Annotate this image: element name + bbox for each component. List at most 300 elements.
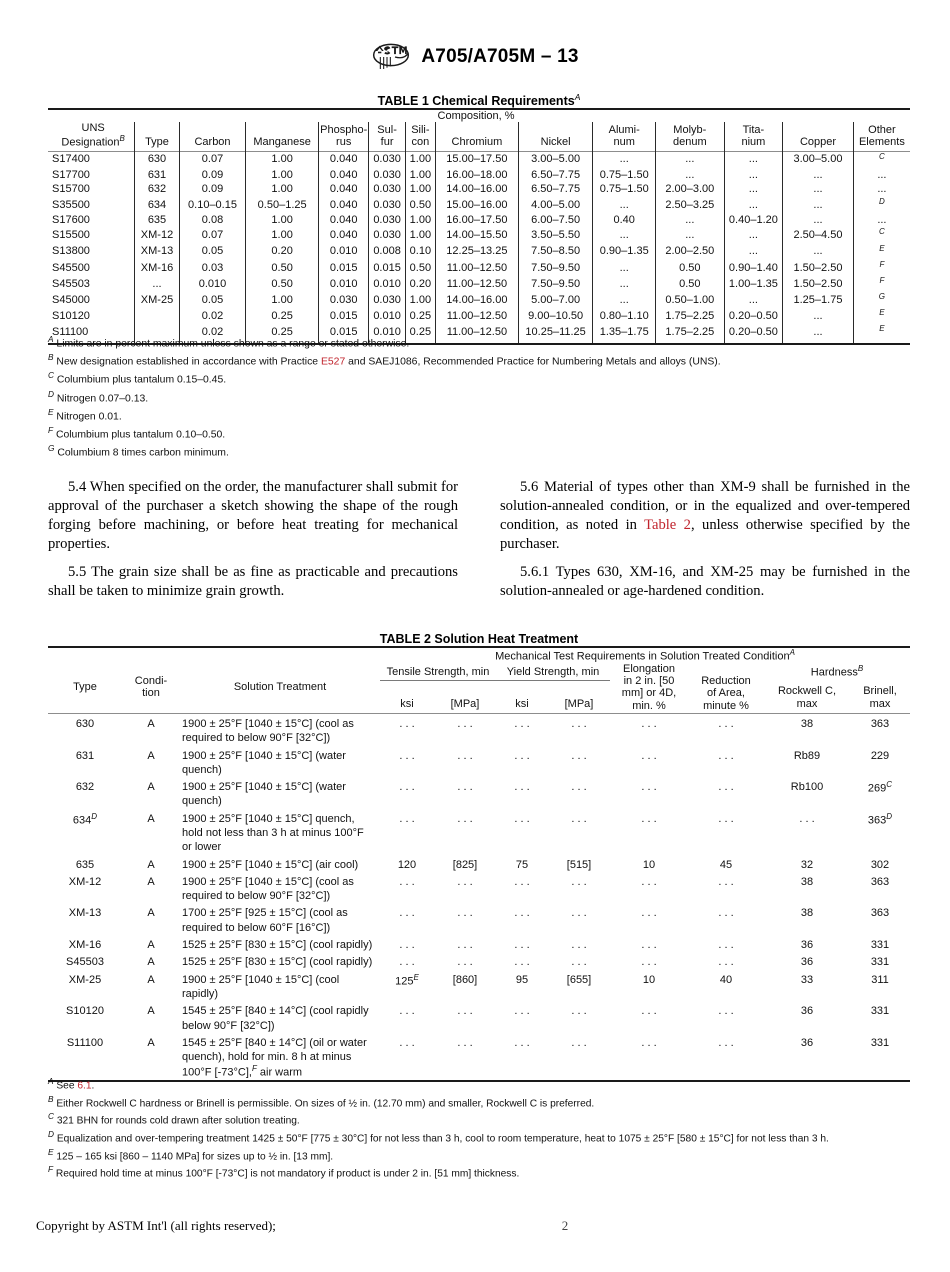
table1-cell-p: 0.040	[318, 197, 368, 213]
table-row	[48, 935, 910, 952]
footnote-mark: F	[48, 1164, 54, 1175]
table1-cell-type: 631	[135, 168, 179, 183]
table1-cell-uns: S45500	[52, 261, 90, 274]
table1-cell-type: XM-13	[135, 244, 179, 260]
table1-cell-ti: 0.20–0.50	[724, 324, 783, 343]
table2-cell-rockwell-c: 33	[800, 973, 814, 986]
table2-cell-yield-ksi: . . .	[514, 939, 530, 952]
table2-cell-reduction-area: . . .	[718, 956, 734, 969]
table2-cell-elongation: . . .	[641, 1005, 657, 1018]
table1-cell-mo: ...	[656, 168, 725, 183]
table2-cell-tensile-ksi: . . .	[399, 781, 415, 794]
table2-cell-solution-treatment: 1525 ± 25°F [830 ± 15°C] (cool rapidly)	[182, 939, 373, 952]
table2-cell-solution-treatment: 1900 ± 25°F [1040 ± 15°C] quench, hold not less than 3 h at minus 100°F or lower	[182, 812, 364, 854]
table2-cell-brinell: 331	[870, 956, 890, 969]
footnote-link[interactable]: E527	[320, 356, 346, 368]
table1-cell-cu: 1.25–1.75	[783, 292, 854, 308]
table1-cell-cr: 16.00–18.00	[436, 168, 519, 183]
table-row	[48, 292, 910, 308]
table2-crossref-link[interactable]: Table 2	[644, 516, 691, 533]
table2-cell-elongation: . . .	[641, 875, 657, 888]
table1-cell-cu: 3.00–5.00	[783, 151, 854, 168]
table-row	[48, 276, 910, 292]
table1-cell-cr: 15.00–16.00	[436, 197, 519, 213]
table1-cell-mn: 1.00	[246, 213, 319, 228]
table1-cell-mn: 1.00	[246, 292, 319, 308]
table2-cell-yield-ksi: . . .	[514, 1005, 530, 1018]
table-row	[48, 1001, 910, 1033]
table1-caption-footnote-mark: A	[574, 92, 581, 102]
footnote-mark: B	[48, 352, 54, 363]
table1-cell-cu: ...	[783, 168, 854, 183]
table2-cell-rockwell-c: 36	[800, 956, 814, 969]
table2-col-rockwell-c: Rockwell C, max	[777, 685, 837, 710]
table2-cell-elongation: 10	[642, 858, 656, 871]
table1-col-phosphorus: Phospho- rus	[318, 122, 368, 151]
table1-span-header-row	[48, 109, 910, 122]
table2-cell-rockwell-c: . . .	[799, 812, 815, 825]
table2-cell-tensile-ksi: . . .	[399, 749, 415, 762]
table2-caption-text: TABLE 2 Solution Heat Treatment	[379, 632, 579, 646]
table1-col-manganese: Manganese	[246, 122, 319, 151]
table1-composition-span-label: Composition, %	[437, 110, 515, 123]
table1-cell-c: 0.05	[179, 292, 246, 308]
table2-cell-rockwell-c: Rb100	[790, 781, 824, 794]
table1-cell-mo: 2.00–2.50	[656, 244, 725, 260]
table2-cell-type: S10120	[66, 1005, 104, 1018]
table2-col-solution-treatment: Solution Treatment	[233, 681, 327, 694]
footnote-mark: F	[48, 425, 54, 436]
table1-cell-si: 0.25	[405, 308, 435, 324]
table1-cell-s: 0.008	[369, 244, 405, 260]
table2-cell-tensile-mpa: . . .	[457, 781, 473, 794]
table1-cell-s: 0.010	[369, 276, 405, 292]
table1-cell-type: 634	[135, 197, 179, 213]
table2-cell-elongation: . . .	[641, 717, 657, 730]
table2-cell-reduction-area: . . .	[718, 1005, 734, 1018]
table1-cell-uns: S17600	[52, 213, 90, 226]
table2-cell-reduction-area: . . .	[718, 907, 734, 920]
table2-col-yield-ksi: ksi	[515, 697, 529, 710]
table1-col-chromium: Chromium	[436, 122, 519, 151]
table2-cell-yield-ksi: . . .	[514, 781, 530, 794]
table2-cell-type: 635	[75, 858, 95, 871]
table2-cell-condition: A	[147, 939, 155, 952]
table1-cell-p: 0.040	[318, 213, 368, 228]
table1-cell-si: 0.50	[405, 260, 435, 276]
table1-cell-cr: 11.00–12.50	[436, 276, 519, 292]
footnote-mark: E	[48, 1146, 54, 1157]
table2-cell-yield-mpa: . . .	[571, 907, 587, 920]
table1-cell-cu: ...	[783, 308, 854, 324]
table1-cell-ni: 4.00–5.00	[518, 197, 593, 213]
table1-footnote-item: $^F$ Columbium plus tantalum 0.10–0.50.	[48, 425, 226, 441]
table2-col-type: Type	[73, 681, 97, 694]
table2-mech-span-text: Mechanical Test Requirements in Solution Treated Condition	[495, 650, 790, 663]
table1-cell-c: 0.02	[179, 308, 246, 324]
table1-cell-si: 1.00	[405, 227, 435, 243]
table2-cell-tensile-mpa: . . .	[457, 907, 473, 920]
table1-cell-s: 0.030	[369, 213, 405, 228]
table1-cell-other: G	[853, 292, 910, 308]
table2-cell-reduction-area: . . .	[718, 749, 734, 762]
table1-col-sulfur: Sul- fur	[369, 122, 405, 151]
table2-cell-solution-treatment: 1545 ± 25°F [840 ± 14°C] (cool rapidly below 90°F [32°C])	[182, 1005, 369, 1032]
page-number: 2	[561, 1218, 569, 1233]
table2-solution-heat-treatment	[48, 646, 910, 1082]
table1-cell-ti: 0.90–1.40	[724, 260, 783, 276]
table1-cell-cu: ...	[783, 324, 854, 343]
table1-cell-uns: S10120	[52, 310, 90, 323]
table2-group-hardness	[764, 663, 910, 681]
table1-cell-al: ...	[593, 260, 656, 276]
table1-footnote-item: $^E$ Nitrogen 0.01.	[48, 406, 122, 423]
table1-cell-si: 1.00	[405, 168, 435, 183]
table1-cell-other: ...	[853, 213, 910, 228]
table1-cell-al: 0.40	[593, 213, 656, 228]
table1-cell-al: ...	[593, 276, 656, 292]
table2-mech-span-footnote-mark: A	[789, 648, 795, 657]
table1-cell-ti: ...	[724, 244, 783, 260]
table-row	[48, 260, 910, 276]
table2-footnote-item: $^A$ See 6.1.	[48, 1076, 95, 1092]
table1-cell-al: 0.80–1.10	[593, 308, 656, 324]
table1-container	[48, 92, 910, 345]
table1-cell-c: 0.05	[179, 244, 246, 260]
table1-cell-p: 0.040	[318, 168, 368, 183]
table2-cell-tensile-ksi: . . .	[399, 812, 415, 825]
table1-cell-c: 0.10–0.15	[179, 197, 246, 213]
table2-cell-reduction-area: . . .	[718, 1036, 734, 1049]
table2-cell-condition: A	[147, 875, 155, 888]
table1-cell-type: XM-12	[135, 227, 179, 243]
table2-cell-yield-mpa: . . .	[571, 717, 587, 730]
table2-cell-rockwell-c: 38	[800, 717, 814, 730]
table2-cell-type: $634^D$	[72, 811, 98, 827]
table1-footnotes	[48, 334, 928, 462]
table2-group-yield: Yield Strength, min	[496, 663, 610, 681]
table1-cell-c: 0.02	[179, 324, 246, 343]
table1-cell-cr: 14.00–16.00	[436, 182, 519, 197]
table1-cell-mo: ...	[656, 151, 725, 168]
table1-cell-cu: ...	[783, 244, 854, 260]
table2-cell-tensile-ksi: . . .	[399, 717, 415, 730]
table2-cell-tensile-ksi: $125^E$	[395, 972, 419, 988]
table2-cell-yield-mpa: . . .	[571, 939, 587, 952]
paragraph-5-6	[500, 478, 910, 554]
table-row	[48, 713, 910, 745]
table1-cell-si: 0.50	[405, 197, 435, 213]
paragraph-5-6-after: , unless otherwise specified by the purchaser.	[500, 516, 910, 552]
table1-cell-ti: ...	[724, 182, 783, 197]
table1-cell-s: 0.030	[369, 151, 405, 168]
table2-cell-rockwell-c: 38	[800, 907, 814, 920]
footnote-link[interactable]: 6.1	[77, 1080, 92, 1092]
table2-cell-yield-ksi: . . .	[514, 875, 530, 888]
table2-cell-rockwell-c: Rb89	[793, 749, 821, 762]
table2-group-hardness-text: Hardness	[810, 666, 858, 679]
table1-cell-s: 0.015	[369, 260, 405, 276]
table1-cell-uns: S45000	[52, 293, 90, 306]
table1-cell-mn: 0.25	[246, 324, 319, 343]
table1-cell-p: 0.015	[318, 260, 368, 276]
table1-cell-ni: 5.00–7.00	[518, 292, 593, 308]
body-text	[48, 478, 910, 610]
footnote-mark: E	[48, 406, 54, 417]
table1-cell-uns: S15500	[52, 229, 90, 242]
table1-cell-ni: 6.00–7.50	[518, 213, 593, 228]
table1-cell-mo: ...	[656, 227, 725, 243]
table1-cell-ni: 10.25–11.25	[518, 324, 593, 343]
document-header	[0, 42, 950, 72]
table1-cell-ni: 6.50–7.75	[518, 182, 593, 197]
table1-cell-cr: 12.25–13.25	[436, 244, 519, 260]
table1-cell-type: XM-16	[135, 260, 179, 276]
table-row	[48, 777, 910, 809]
table1-cell-cr: 14.00–15.50	[436, 227, 519, 243]
table2-cell-solution-treatment: 1700 ± 25°F [925 ± 15°C] (cool as required to below 60°F [16°C])	[182, 907, 348, 934]
table2-col-tensile-mpa: [MPa]	[450, 697, 480, 710]
table2-cell-condition: A	[147, 749, 155, 762]
table1-cell-p: 0.015	[318, 308, 368, 324]
table1-cell-s: 0.030	[369, 292, 405, 308]
table2-cell-tensile-mpa: [860]	[452, 973, 478, 986]
table1-cell-s: 0.030	[369, 168, 405, 183]
table2-cell-brinell: 331	[870, 1005, 890, 1018]
table1-cell-ti: 1.00–1.35	[724, 276, 783, 292]
table2-cell-tensile-ksi: . . .	[399, 1005, 415, 1018]
table2-cell-yield-mpa: . . .	[571, 812, 587, 825]
body-left-column	[48, 478, 458, 610]
table1-cell-al: ...	[593, 151, 656, 168]
table2-cell-type: XM-25	[68, 973, 102, 986]
table2-cell-condition: A	[147, 858, 155, 871]
table1-cell-al: ...	[593, 197, 656, 213]
table2-cell-solution-treatment: 1545 ± 25°F [840 ± 14°C] (oil or water quench), hold for min. 8 h at minus 100°F [-73°C],$^F$ air warm	[182, 1036, 367, 1080]
table1-cell-cu: 2.50–4.50	[783, 227, 854, 243]
table2-cell-yield-ksi: . . .	[514, 1036, 530, 1049]
table1-cell-al: 0.90–1.35	[593, 244, 656, 260]
table1-caption-text: TABLE 1 Chemical Requirements	[377, 94, 575, 109]
table2-footnote-item: $^D$ Equalization and over-tempering treatment 1425 ± 50°F [775 ± 30°C] for not less than 3 h, cool to room temperature, heat to 1075 ± 25°F [580 ± 15°C] for not less than 3 h.	[48, 1129, 829, 1145]
table1-cell-ti: 0.40–1.20	[724, 213, 783, 228]
table1-cell-ti: ...	[724, 292, 783, 308]
table2-cell-reduction-area: . . .	[718, 781, 734, 794]
table1-cell-mn: 1.00	[246, 227, 319, 243]
table1-cell-other: C	[853, 151, 910, 168]
table1-cell-c: 0.09	[179, 182, 246, 197]
table2-cell-type: S45503	[66, 956, 104, 969]
table2-cell-condition: A	[147, 781, 155, 794]
table-row	[48, 151, 910, 168]
table1-cell-mo: 0.50	[656, 260, 725, 276]
table2-cell-yield-ksi: . . .	[514, 717, 530, 730]
table1-col-type: Type	[135, 122, 179, 151]
table2-cell-yield-mpa: . . .	[571, 781, 587, 794]
table2-cell-condition: A	[147, 973, 155, 986]
table-row	[48, 168, 910, 183]
table1-cell-p: 0.040	[318, 227, 368, 243]
table1-cell-other: E	[853, 324, 910, 343]
table1-cell-mn: 1.00	[246, 182, 319, 197]
table2-mech-span-label	[380, 647, 910, 663]
table1-cell-s: 0.010	[369, 324, 405, 343]
table2-footnote-item: $^B$ Either Rockwell C hardness or Brinell is permissible. On sizes of ½ in. (12.70 mm) and smaller, Rockwell C is preferred.	[48, 1093, 595, 1110]
table2-cell-condition: A	[147, 956, 155, 969]
footnote-mark: D	[48, 1129, 54, 1140]
table2-cell-brinell: 363	[870, 875, 890, 888]
copyright-text: Copyright by ASTM Int'l (all rights reserved);	[36, 1218, 276, 1233]
table1-footnote-item: $^D$ Nitrogen 0.07–0.13.	[48, 388, 149, 405]
table1-cell-si: 0.10	[405, 244, 435, 260]
table1-cell-al: ...	[593, 292, 656, 308]
table1-cell-c: 0.07	[179, 151, 246, 168]
table2-cell-yield-mpa: . . .	[571, 875, 587, 888]
table1-cell-ni: 7.50–9.50	[518, 276, 593, 292]
table1-col-carbon: Carbon	[179, 122, 246, 151]
table1-caption	[48, 92, 910, 108]
table2-cell-elongation: . . .	[641, 812, 657, 825]
footnote-mark: B	[48, 1093, 54, 1104]
table2-cell-brinell: 311	[871, 973, 889, 986]
table2-cell-yield-ksi: . . .	[514, 749, 530, 762]
table2-col-reduction-area: Reduction of Area, minute %	[701, 674, 751, 712]
body-right-column	[500, 478, 910, 610]
table2-footnotes	[48, 1076, 928, 1182]
table1-chemical-requirements	[48, 108, 910, 344]
table1-cell-mo: 1.75–2.25	[656, 308, 725, 324]
table1-col-uns: UNS Designation$^B$	[61, 122, 125, 149]
table2-group-header-row	[48, 663, 910, 681]
table2-cell-elongation: . . .	[641, 907, 657, 920]
paragraph-5-5: 5.5 The grain size shall be as fine as practicable and precautions shall be taken to minimize grain growth.	[48, 563, 458, 599]
table2-cell-condition: A	[147, 907, 155, 920]
table1-cell-p: 0.040	[318, 182, 368, 197]
table2-cell-brinell: 331	[870, 1036, 890, 1049]
table2-col-brinell: Brinell, max	[863, 685, 897, 710]
table1-cell-ti: 0.20–0.50	[724, 308, 783, 324]
table1-cell-other: F	[853, 276, 910, 292]
table-row	[48, 213, 910, 228]
page-footer	[36, 1218, 914, 1234]
table1-cell-mo: 2.50–3.25	[656, 197, 725, 213]
table1-cell-ti: ...	[724, 168, 783, 183]
table1-cell-other: E	[853, 244, 910, 260]
table1-body	[48, 151, 910, 344]
table-row	[48, 809, 910, 855]
table2-cell-rockwell-c: 36	[800, 1036, 814, 1049]
table2-cell-solution-treatment: 1900 ± 25°F [1040 ± 15°C] (cool as required to below 90°F [32°C])	[182, 717, 354, 745]
footnote-mark: C	[48, 1111, 54, 1122]
table2-cell-yield-mpa: . . .	[571, 1005, 587, 1018]
table1-cell-c: 0.08	[179, 213, 246, 228]
table2-body	[48, 713, 910, 1081]
table1-footnote-item: $^B$ New designation established in accordance with Practice E527 and SAEJ1086, Recommended Practice for Numbering Metals and alloys (UNS).	[48, 352, 721, 368]
table1-cell-mn: 1.00	[246, 168, 319, 183]
table2-group-tensile: Tensile Strength, min	[380, 663, 496, 681]
table1-cell-c: 0.03	[179, 260, 246, 276]
table2-cell-type: 631	[75, 749, 95, 762]
table2-cell-elongation: 10	[642, 973, 656, 986]
table2-cell-type: XM-13	[68, 907, 102, 920]
table1-cell-al: 0.75–1.50	[593, 168, 656, 183]
table2-cell-tensile-mpa: . . .	[457, 956, 473, 969]
table2-col-yield-mpa: [MPa]	[564, 697, 594, 710]
table1-cell-al: 1.35–1.75	[593, 324, 656, 343]
table1-cell-other: E	[853, 308, 910, 324]
table2-cell-condition: A	[147, 717, 155, 730]
table1-cell-other: F	[853, 260, 910, 276]
table1-cell-mn: 0.50	[246, 276, 319, 292]
table1-cell-c: 0.010	[179, 276, 246, 292]
table2-cell-tensile-ksi: . . .	[399, 907, 415, 920]
table1-cell-si: 1.00	[405, 292, 435, 308]
table1-cell-type: 630	[135, 151, 179, 168]
table-row	[48, 182, 910, 197]
table1-cell-mo: 0.50	[656, 276, 725, 292]
table2-cell-condition: A	[147, 812, 155, 825]
table1-cell-cr: 11.00–12.50	[436, 260, 519, 276]
table2-group-hardness-footnote-mark: B	[857, 664, 864, 674]
table1-cell-s: 0.030	[369, 197, 405, 213]
table2-cell-reduction-area: 40	[719, 973, 733, 986]
table1-cell-ti: ...	[724, 227, 783, 243]
table2-cell-condition: A	[147, 1036, 155, 1049]
table1-col-copper: Copper	[783, 122, 854, 151]
table1-cell-cr: 15.00–17.50	[436, 151, 519, 168]
astm-logo-icon	[371, 42, 411, 72]
table2-cell-reduction-area: . . .	[718, 812, 734, 825]
paragraph-5-4: 5.4 When specified on the order, the manufacturer shall submit for approval of the purchaser a sketch showing the shape of the rough forging before machining, or before heat treating for mechanical properties.	[48, 479, 458, 552]
table2-cell-condition: A	[147, 1005, 155, 1018]
table2-cell-type: XM-12	[68, 875, 102, 888]
table2-cell-solution-treatment: 1525 ± 25°F [830 ± 15°C] (cool rapidly)	[182, 956, 373, 969]
table2-cell-brinell: 302	[870, 858, 890, 871]
footnote-mark: A	[48, 334, 54, 344]
table2-footnote-item: $^E$ 125 – 165 ksi [860 – 1140 MPa] for sizes up to ½ in. [13 mm].	[48, 1146, 334, 1163]
table2-cell-tensile-mpa: . . .	[457, 1005, 473, 1018]
table2-cell-tensile-ksi: 120	[397, 858, 417, 871]
table1-cell-cu: ...	[783, 182, 854, 197]
table1-cell-p: 0.010	[318, 244, 368, 260]
table2-cell-solution-treatment: 1900 ± 25°F [1040 ± 15°C] (air cool)	[182, 858, 359, 871]
table2-cell-tensile-ksi: . . .	[399, 956, 415, 969]
table1-cell-al: ...	[593, 227, 656, 243]
table1-cell-mn: 1.00	[246, 151, 319, 168]
table1-cell-uns: S45503	[52, 277, 90, 290]
table2-cell-brinell: $269^C$	[867, 780, 893, 795]
table1-cell-si: 0.25	[405, 324, 435, 343]
table1-cell-other: ...	[853, 182, 910, 197]
table2-cell-elongation: . . .	[641, 781, 657, 794]
table2-cell-rockwell-c: 38	[800, 875, 814, 888]
table2-cell-rockwell-c: 36	[800, 939, 814, 952]
table1-cell-cr: 16.00–17.50	[436, 213, 519, 228]
table1-cell-ti: ...	[724, 197, 783, 213]
table2-footnote-item: $^F$ Required hold time at minus 100°F [-73°C] is not mandatory if product is under 2 in. [51 mm] thickness.	[48, 1164, 520, 1180]
table-row	[48, 903, 910, 935]
table2-container	[48, 632, 910, 1082]
table1-col-nickel: Nickel	[518, 122, 593, 151]
table1-col-aluminum: Alumi- num	[593, 122, 656, 151]
table1-cell-ni: 3.00–5.00	[518, 151, 593, 168]
table2-cell-reduction-area: . . .	[718, 717, 734, 730]
table2-cell-tensile-mpa: . . .	[457, 1036, 473, 1049]
paragraph-5-6-before: 5.6 Material of types other than XM-9 shall be furnished in the solution-annealed condition, or in the equalized and over-tempered condition, as noted in	[500, 479, 910, 533]
table2-cell-elongation: . . .	[641, 939, 657, 952]
table2-cell-tensile-mpa: . . .	[457, 749, 473, 762]
table2-col-tensile-ksi: ksi	[400, 697, 414, 710]
